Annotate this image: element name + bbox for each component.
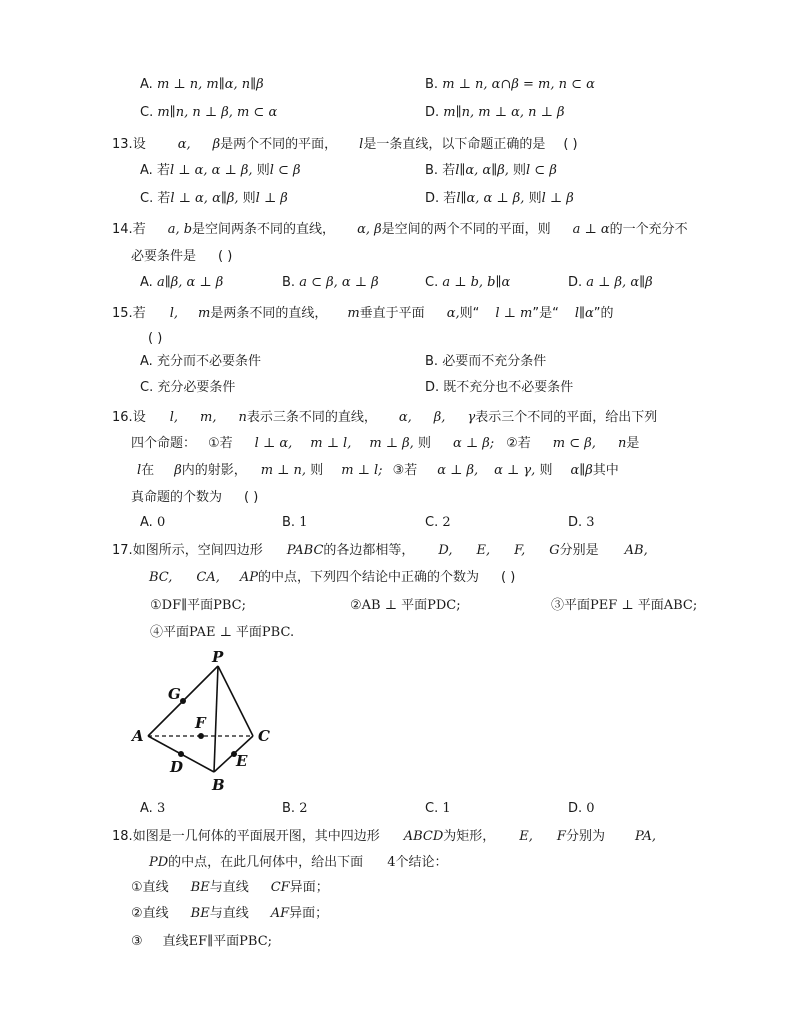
q15-stem: 15.若 l, m是两条不同的直线， m垂直于平面 α,则“ l ⊥ m”是“ l∥α”的 <box>112 306 614 321</box>
point-g <box>180 698 186 704</box>
label-d: D <box>170 758 184 776</box>
label-g: G <box>168 685 181 703</box>
q16-stem: 16.设 l, m, n表示三条不同的直线， α, β, γ表示三个不同的平面，给出下列 <box>112 410 658 425</box>
q14-option-c: C. a ⊥ b, b∥α <box>425 275 511 290</box>
q15-option-d: D. 既不充分也不必要条件 <box>425 380 574 395</box>
q18-conclusion-1: ①直线 BE与直线 CF异面； <box>131 880 329 895</box>
q18-conclusion-2: ②直线 BE与直线 AF异面； <box>131 906 329 921</box>
point-f <box>198 733 204 739</box>
q17-option-b: B. 2 <box>282 801 308 816</box>
label-b: B <box>212 776 225 794</box>
q16-option-b: B. 1 <box>282 515 308 530</box>
q18-line2: PD的中点，在此几何体中，给出下面 4个结论： <box>149 855 448 870</box>
q13-option-a: A. 若l ⊥ α, α ⊥ β, 则l ⊂ β <box>140 163 301 178</box>
label-a: A <box>132 727 144 745</box>
point-d <box>178 751 184 757</box>
q17-option-d: D. 0 <box>568 801 595 816</box>
edge-pc <box>218 666 253 736</box>
q14-stem: 14.若 a, b是空间两条不同的直线， α, β是空间的两个不同的平面，则 a ⊥ α的一个充分不 <box>112 222 688 237</box>
q13-option-c: C. 若l ⊥ α, α∥β, 则l ⊥ β <box>140 191 288 206</box>
q12-option-d: D. m∥n, m ⊥ α, n ⊥ β <box>425 105 565 120</box>
q13-option-b: B. 若l∥α, α∥β, 则l ⊂ β <box>425 163 557 178</box>
q12-option-a: A. m ⊥ n, m∥α, n∥β <box>140 77 264 92</box>
q12-option-b: B. m ⊥ n, α∩β = m, n ⊂ α <box>425 77 595 92</box>
q12-option-c: C. m∥n, n ⊥ β, m ⊂ α <box>140 105 278 120</box>
q17-conclusion-3: ③平面PEF ⊥ 平面ABC; <box>551 598 698 613</box>
label-c: C <box>258 727 270 745</box>
q15-option-c: C. 充分必要条件 <box>140 380 236 395</box>
q17-conclusion-2: ②AB ⊥ 平面PDC; <box>350 598 461 613</box>
q18-conclusion-3: ③ 直线EF∥平面PBC; <box>131 934 273 949</box>
q16-line4: 真命题的个数为 ( ) <box>131 490 259 505</box>
q16-option-a: A. 0 <box>140 515 166 530</box>
q17-stem: 17.如图所示，空间四边形 PABC的各边都相等， D, E, F, G分别是 AB, <box>112 543 648 558</box>
q15-option-a: A. 充分而不必要条件 <box>140 354 261 369</box>
q17-option-c: C. 1 <box>425 801 451 816</box>
q14-stem-line2: 必要条件是 ( ) <box>131 249 233 264</box>
q14-option-b: B. a ⊂ β, α ⊥ β <box>282 275 379 290</box>
q15-option-b: B. 必要而不充分条件 <box>425 354 547 369</box>
q17-option-a: A. 3 <box>140 801 166 816</box>
label-e: E <box>236 752 248 770</box>
q18-stem: 18.如图是一几何体的平面展开图，其中四边形 ABCD为矩形， E, F分别为 PA, <box>112 829 657 844</box>
q17-conclusion-4: ④平面PAE ⊥ 平面PBC. <box>150 625 295 640</box>
q17-line2: BC, CA, AP的中点，下列四个结论中正确的个数为 ( ) <box>149 570 516 585</box>
q16-line2: 四个命题： ①若 l ⊥ α, m ⊥ l, m ⊥ β, 则 α ⊥ β; ②若 m ⊂ β, n是 <box>131 436 640 451</box>
q16-option-c: C. 2 <box>425 515 451 530</box>
q14-option-a: A. a∥β, α ⊥ β <box>140 275 224 290</box>
q15-paren: ( ) <box>148 331 163 346</box>
q16-option-d: D. 3 <box>568 515 595 530</box>
q17-tetrahedron-figure <box>128 648 288 796</box>
q17-conclusion-1: ①DF∥平面PBC; <box>150 598 246 613</box>
q13-stem: 13.设 α, β是两个不同的平面， l是一条直线，以下命题正确的是 ( ) <box>112 137 578 152</box>
q13-option-d: D. 若l∥α, α ⊥ β, 则l ⊥ β <box>425 191 574 206</box>
label-p: P <box>212 648 224 666</box>
label-f: F <box>195 714 206 732</box>
edge-pb <box>214 666 218 772</box>
q14-option-d: D. a ⊥ β, α∥β <box>568 275 653 290</box>
q16-line3: l在 β内的射影， m ⊥ n, 则 m ⊥ l; ③若 α ⊥ β, α ⊥ γ, 则 α∥β其中 <box>137 463 619 478</box>
